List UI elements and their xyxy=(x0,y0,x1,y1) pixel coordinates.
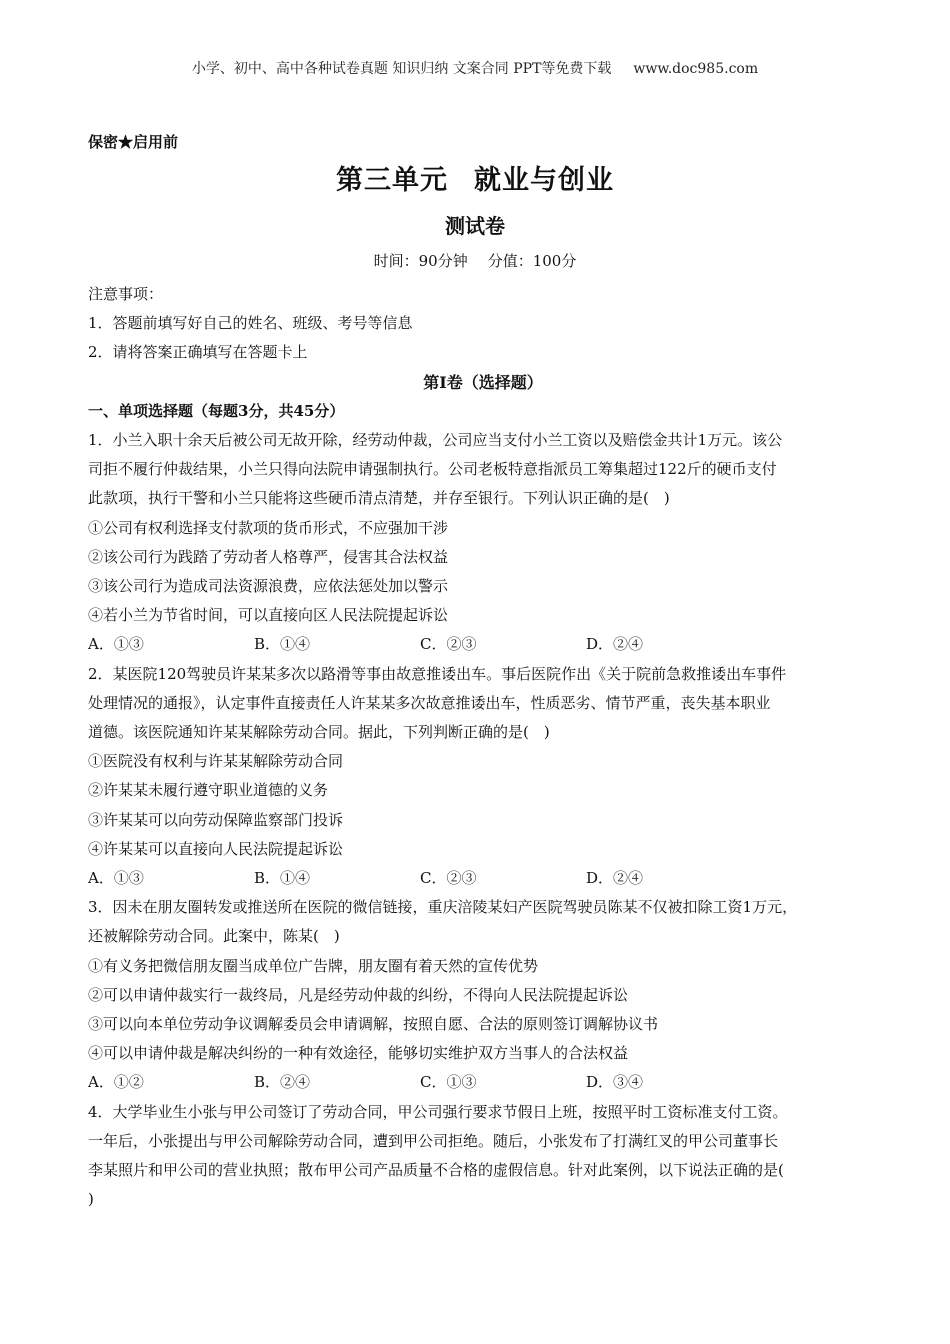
option-a[interactable]: A．①③ xyxy=(88,635,144,654)
statement: ①医院没有权利与许某某解除劳动合同 xyxy=(88,752,344,771)
option-a[interactable]: A．①③ xyxy=(88,869,144,888)
question-text: 2．某医院120驾驶员许某某多次以路滑等事由故意推诿出车。事后医院作出《关于院前急救推诿出车事件 xyxy=(88,664,787,683)
question-4 xyxy=(88,1098,878,1215)
option-b[interactable]: B．①④ xyxy=(254,635,311,654)
statement: ④许某某可以直接向人民法院提起诉讼 xyxy=(88,839,344,858)
exam-time: 时间：90分钟 xyxy=(373,252,468,270)
answer-options xyxy=(88,1068,878,1097)
part-title: 一、单项选择题（每题3分，共45分） xyxy=(88,401,345,420)
statement: ①公司有权利选择支付款项的货币形式，不应强加干涉 xyxy=(88,518,449,537)
statement: ③该公司行为造成司法资源浪费，应依法惩处加以警示 xyxy=(88,577,449,596)
header-site-link[interactable]: www.doc985.com xyxy=(633,61,759,77)
question-text: 处理情况的通报》，认定事件直接责任人许某某多次故意推诿出车，性质恶劣、情节严重，丧失基本职业 xyxy=(88,693,771,712)
statement: ③许某某可以向劳动保障监察部门投诉 xyxy=(88,810,344,829)
question-2 xyxy=(88,660,878,894)
question-text: 李某照片和甲公司的营业执照；散布甲公司产品质量不合格的虚假信息。针对此案例，以下说法正确的是( xyxy=(88,1161,784,1180)
answer-options xyxy=(88,630,878,659)
section-title: 第I卷（选择题） xyxy=(423,372,543,392)
option-d[interactable]: D．②④ xyxy=(586,869,644,888)
page-title xyxy=(0,158,950,197)
statement: ③可以向本单位劳动争议调解委员会申请调解，按照自愿、合法的原则签订调解协议书 xyxy=(88,1015,659,1034)
notice-heading: 注意事项： xyxy=(88,285,164,303)
option-b[interactable]: B．①④ xyxy=(254,869,311,888)
statement: ②该公司行为践踏了劳动者人格尊严，侵害其合法权益 xyxy=(88,547,449,566)
option-a[interactable]: A．①② xyxy=(88,1073,144,1092)
option-b[interactable]: B．②④ xyxy=(254,1073,311,1092)
question-text: ) xyxy=(88,1190,94,1209)
question-text: 4．大学毕业生小张与甲公司签订了劳动合同，甲公司强行要求节假日上班，按照平时工资标准支付工资。 xyxy=(88,1102,788,1121)
confidential-label: 保密★启用前 xyxy=(88,133,179,151)
page-header xyxy=(0,58,950,78)
option-c[interactable]: C．①③ xyxy=(420,1073,477,1092)
question-text: 司拒不履行仲裁结果，小兰只得向法院申请强制执行。公司老板特意指派员工筹集超过122斤的硬币支付 xyxy=(88,460,777,479)
exam-content xyxy=(88,280,878,1215)
title-topic: 就业与创业 xyxy=(474,165,614,196)
answer-options xyxy=(88,864,878,893)
option-d[interactable]: D．②④ xyxy=(586,635,644,654)
question-text: 道德。该医院通知许某某解除劳动合同。据此，下列判断正确的是( ) xyxy=(88,723,550,742)
question-1 xyxy=(88,426,878,660)
statement: ②许某某未履行遵守职业道德的义务 xyxy=(88,781,329,800)
option-c[interactable]: C．②③ xyxy=(420,869,477,888)
header-text: 小学、初中、高中各种试卷真题 知识归纳 文案合同 PPT等免费下载 xyxy=(191,61,612,77)
statement: ④若小兰为节省时间，可以直接向区人民法院提起诉讼 xyxy=(88,606,449,625)
question-text: 3．因未在朋友圈转发或推送所在医院的微信链接，重庆涪陵某妇产医院驾驶员陈某不仅被扣除工资1万元， xyxy=(88,898,798,917)
question-3 xyxy=(88,893,878,1097)
question-text: 还被解除劳动合同。此案中，陈某( ) xyxy=(88,927,340,946)
notice-item: 2．请将答案正确填写在答题卡上 xyxy=(88,343,308,362)
statement: ②可以申请仲裁实行一裁终局，凡是经劳动仲裁的纠纷，不得向人民法院提起诉讼 xyxy=(88,985,629,1004)
exam-meta xyxy=(0,250,950,271)
option-c[interactable]: C．②③ xyxy=(420,635,477,654)
title-unit: 第三单元 xyxy=(336,165,448,196)
question-text: 1．小兰入职十余天后被公司无故开除，经劳动仲裁，公司应当支付小兰工资以及赔偿金共计1万元。该公 xyxy=(88,431,783,450)
statement: ④可以申请仲裁是解决纠纷的一种有效途径，能够切实维护双方当事人的合法权益 xyxy=(88,1044,629,1063)
exam-score: 分值：100分 xyxy=(487,252,577,270)
option-d[interactable]: D．③④ xyxy=(586,1073,644,1092)
statement: ①有义务把微信朋友圈当成单位广告牌，朋友圈有着天然的宣传优势 xyxy=(88,956,539,975)
question-text: 此款项，执行干警和小兰只能将这些硬币清点清楚，并存至银行。下列认识正确的是( ) xyxy=(88,489,670,508)
question-text: 一年后，小张提出与甲公司解除劳动合同，遭到甲公司拒绝。随后，小张发布了打满红叉的甲公司董事长 xyxy=(88,1131,779,1150)
page-subtitle: 测试卷 xyxy=(445,214,505,238)
notice-item: 1．答题前填写好自己的姓名、班级、考号等信息 xyxy=(88,314,413,333)
